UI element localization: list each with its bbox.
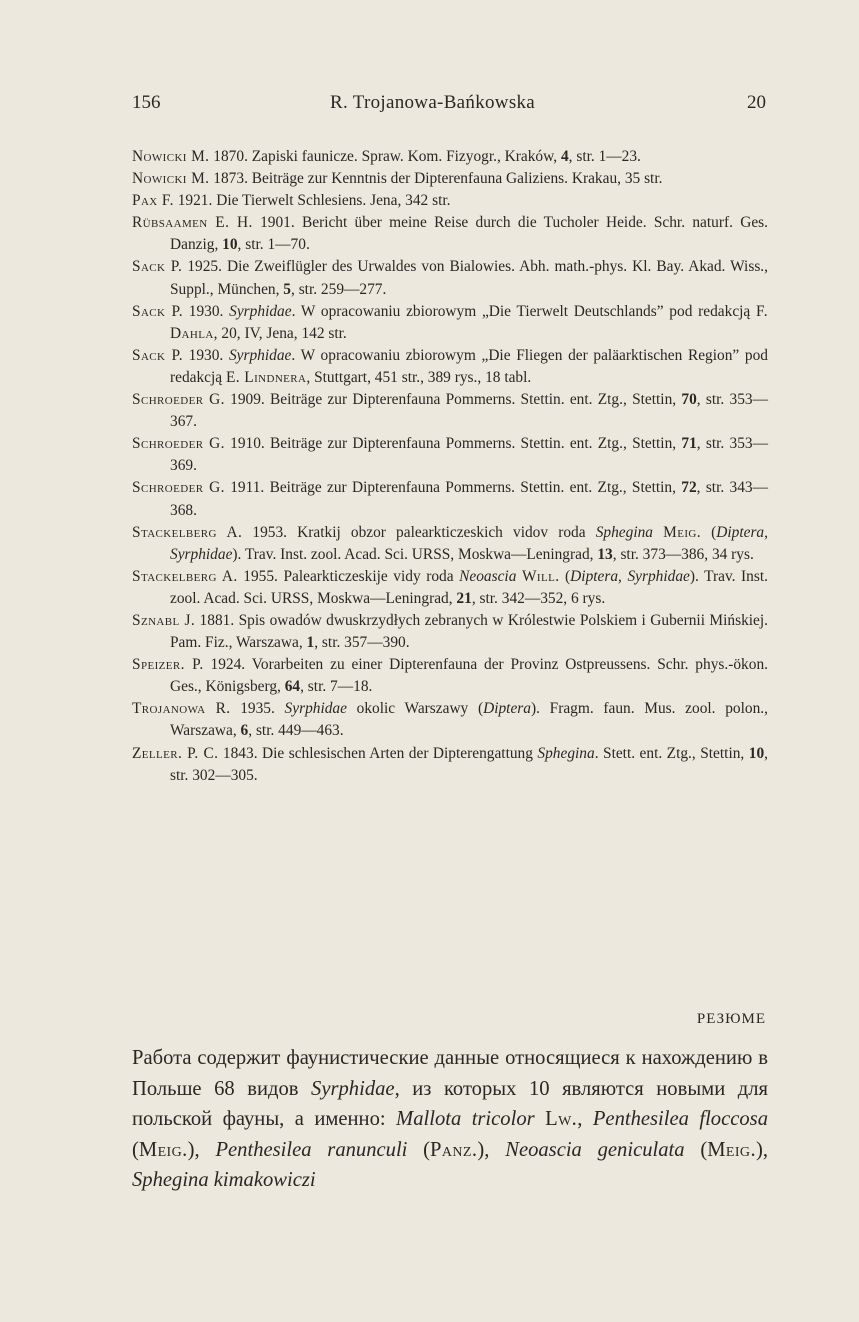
- ref-taxon: Sphegina: [595, 523, 653, 541]
- running-header: [132, 92, 766, 122]
- reference-item: [132, 566, 768, 610]
- reference-item: [132, 146, 768, 168]
- taxon-author: Lw.: [545, 1108, 578, 1131]
- ref-taxon: Neoascia: [459, 567, 517, 585]
- ref-pages: , str. 343—368.: [170, 479, 768, 519]
- ref-taxon: Syrphidae: [228, 346, 292, 364]
- ref-text: [653, 524, 663, 541]
- ref-pages: , Stuttgart, 451 str., 389 rys., 18 tabl.: [306, 368, 532, 386]
- ref-text: 1873. Beiträge zur Kenntnis der Dipterenfauna Galiziens. Krakau, 35 str.: [209, 170, 663, 188]
- ref-author: Trojanowa R.: [132, 700, 231, 718]
- taxon-name: Syrphidae: [311, 1077, 395, 1100]
- reference-item: [132, 389, 768, 433]
- ref-text: 1953. Kratkij obzor palearkticzeskich vidov roda: [242, 523, 596, 541]
- reference-item: [132, 522, 768, 566]
- ref-text: 1843. Die schlesischen Arten der Dipterengattung: [218, 744, 538, 762]
- volume-number: 20: [747, 92, 766, 113]
- ref-taxon: Diptera, Syrphidae: [170, 523, 768, 563]
- ref-volume: 4: [560, 148, 569, 165]
- reference-list: [132, 146, 768, 787]
- ref-volume: 1: [306, 634, 315, 652]
- taxon-author: Meig.: [138, 1138, 188, 1161]
- reference-item: [132, 345, 768, 389]
- page-number: 156: [132, 92, 161, 113]
- ref-text: 1925. Die Zweiflügler des Urwaldes von Bialowies. Abh. math.-phys. Kl. Bay. Akad. Wiss., Suppl., München,: [170, 258, 768, 298]
- ref-text: . W opracowaniu zbiorowym „Die Tierwelt Deutschlands” pod redakcją: [291, 302, 756, 320]
- taxon-name: Penthesilea floccosa: [592, 1108, 768, 1131]
- resume-title: РЕЗЮМЕ: [696, 1011, 766, 1027]
- ref-text: 1930.: [183, 302, 230, 320]
- ref-text: 1930.: [182, 346, 229, 364]
- ref-author: Schroeder G.: [132, 435, 225, 453]
- ref-author: Schroeder G.: [132, 391, 225, 409]
- reference-item: [132, 610, 768, 654]
- ref-taxon: Syrphidae: [284, 700, 347, 718]
- ref-taxon: Syrphidae: [229, 302, 292, 320]
- ref-text: (: [700, 523, 717, 541]
- ref-text: 1921. Die Tierwelt Schlesiens. Jena, 342 str.: [173, 192, 451, 210]
- resume-text: , из которых 10 являются новыми для польской фауны, а именно:: [132, 1077, 768, 1131]
- taxon-author: Meig.: [707, 1138, 756, 1161]
- ref-text: 1881. Spis owadów dwuskrzydłych zebranych w Królestwie Polskiem i Gubernii Mińskiej. Pam. Fiz., Warszawa,: [170, 611, 768, 652]
- reference-item: [132, 477, 768, 521]
- ref-volume: 64: [284, 678, 301, 696]
- taxon-name: Sphegina kimakowiczi: [132, 1169, 316, 1192]
- ref-text: 1935.: [230, 700, 285, 718]
- ref-pages: , 20, IV, Jena, 142 str.: [213, 324, 347, 342]
- ref-volume: 71: [681, 435, 697, 453]
- reference-item: [132, 212, 768, 256]
- ref-author: Speizer. P.: [132, 656, 204, 674]
- ref-author: Sack P.: [132, 258, 183, 276]
- ref-taxon-author: Will.: [521, 567, 560, 585]
- ref-volume: 10: [222, 236, 238, 254]
- taxon-name: Mallota tricolor: [396, 1108, 535, 1131]
- ref-text: 1955. Palearkticzeskije vidy roda: [237, 567, 460, 585]
- ref-text: . Stett. ent. Ztg., Stettin,: [594, 744, 749, 762]
- ref-editor: E. Lindnera: [225, 368, 307, 386]
- ref-author: Stackelberg A.: [132, 523, 243, 541]
- reference-item: [132, 743, 768, 787]
- ref-text: ). Fragm. faun. Mus. zool. polon., Warszawa,: [170, 700, 768, 740]
- running-author: R. Trojanowa-Bańkowska: [330, 92, 536, 113]
- ref-taxon: Sphegina: [537, 744, 595, 762]
- ref-author: Sznabl J.: [132, 611, 196, 629]
- ref-volume: 13: [597, 545, 613, 563]
- ref-author: Rübsaamen E. H.: [132, 214, 253, 232]
- ref-taxon-author: Meig.: [663, 523, 701, 541]
- ref-pages: , str. 342—352, 6 rys.: [471, 589, 606, 607]
- ref-volume: 72: [681, 479, 697, 497]
- ref-author: Stackelberg A.: [132, 567, 238, 585]
- ref-author: Nowicki M.: [132, 170, 210, 188]
- ref-volume: 10: [748, 744, 765, 762]
- ref-pages: , str. 373—386, 34 rys.: [612, 545, 754, 563]
- ref-pages: , str. 259—277.: [291, 280, 387, 298]
- ref-text: (: [559, 567, 571, 585]
- ref-taxon: Diptera, Syrphidae: [570, 567, 690, 585]
- ref-volume: 21: [456, 589, 472, 607]
- ref-author: Sack P.: [132, 302, 184, 320]
- reference-item: [132, 168, 768, 190]
- ref-text: ). Trav. Inst. zool. Acad. Sci. URSS, Moskwa—Leningrad,: [232, 545, 598, 563]
- ref-volume: 70: [681, 391, 697, 409]
- ref-pages: , str. 357—390.: [314, 634, 410, 652]
- ref-pages: , str. 7—18.: [300, 678, 373, 696]
- ref-text: 1911. Beiträge zur Dipterenfauna Pommerns. Stettin. ent. Ztg., Stettin,: [224, 479, 682, 497]
- resume-text: Работа содержит фаунистические данные относящиеся к нахождению в Польше 68 видов: [132, 1047, 768, 1100]
- ref-text: 1901. Bericht über meine Reise durch die Tucholer Heide. Schr. naturf. Ges. Danzig,: [170, 214, 768, 254]
- taxon-name: Penthesilea ranunculi: [215, 1138, 408, 1161]
- ref-pages: , str. 353—367.: [170, 391, 769, 431]
- ref-pages: , str. 1—23.: [568, 148, 641, 165]
- ref-editor: F. Dahla: [170, 302, 768, 342]
- taxon-name: Neoascia geniculata: [505, 1138, 685, 1161]
- reference-item: [132, 698, 768, 742]
- ref-text: okolic Warszawy (: [346, 700, 484, 718]
- ref-text: 1870. Zapiski faunicze. Spraw. Kom. Fizyogr., Kraków,: [209, 148, 561, 165]
- ref-text: ). Trav. Inst. zool. Acad. Sci. URSS, Moskwa—Leningrad,: [170, 567, 768, 607]
- taxon-author: Panz.: [430, 1138, 478, 1161]
- ref-text: 1924. Vorarbeiten zu einer Dipterenfauna der Provinz Ostpreussens. Schr. phys.-ökon. Ges., Königsberg,: [170, 656, 768, 696]
- ref-text: 1909. Beiträge zur Dipterenfauna Pommerns. Stettin. ent. Ztg., Stettin,: [224, 391, 682, 409]
- resume-paragraph: Работа содержит фаунистические данные относящиеся к нахождению в Польше 68 видов Syrphidae, из которых 10 являются новыми для польской фауны, а именно: Mallota tricolor Lw., Penthesilea floccosa (Meig.), Penthesilea ranunculi (Panz.), Neoascia geniculata (Meig.), Sphegina kimakowiczi: [132, 1047, 769, 1192]
- ref-pages: , str. 1—70.: [237, 236, 310, 254]
- ref-text: 1910. Beiträge zur Dipterenfauna Pommerns. Stettin. ent. Ztg., Stettin,: [224, 435, 682, 453]
- ref-pages: , str. 449—463.: [248, 722, 344, 740]
- ref-volume: 5: [283, 280, 291, 298]
- reference-item: [132, 654, 768, 698]
- ref-author: Schroeder G.: [132, 479, 225, 497]
- reference-item: [132, 433, 768, 477]
- ref-pages: , str. 302—305.: [170, 744, 768, 784]
- ref-taxon: Diptera: [483, 700, 531, 718]
- ref-volume: 6: [240, 722, 249, 740]
- ref-text: . W opracowaniu zbiorowym „Die Fliegen der paläarktischen Region” pod redakcją: [170, 346, 769, 386]
- reference-item: [132, 190, 768, 212]
- ref-author: Pax F.: [132, 192, 174, 210]
- ref-pages: , str. 353—369.: [170, 435, 769, 475]
- reference-item: [132, 301, 768, 345]
- ref-author: Zeller. P. C.: [132, 744, 219, 762]
- ref-author: Nowicki M.: [132, 148, 210, 165]
- ref-author: Sack P.: [132, 346, 183, 364]
- reference-item: [132, 256, 768, 300]
